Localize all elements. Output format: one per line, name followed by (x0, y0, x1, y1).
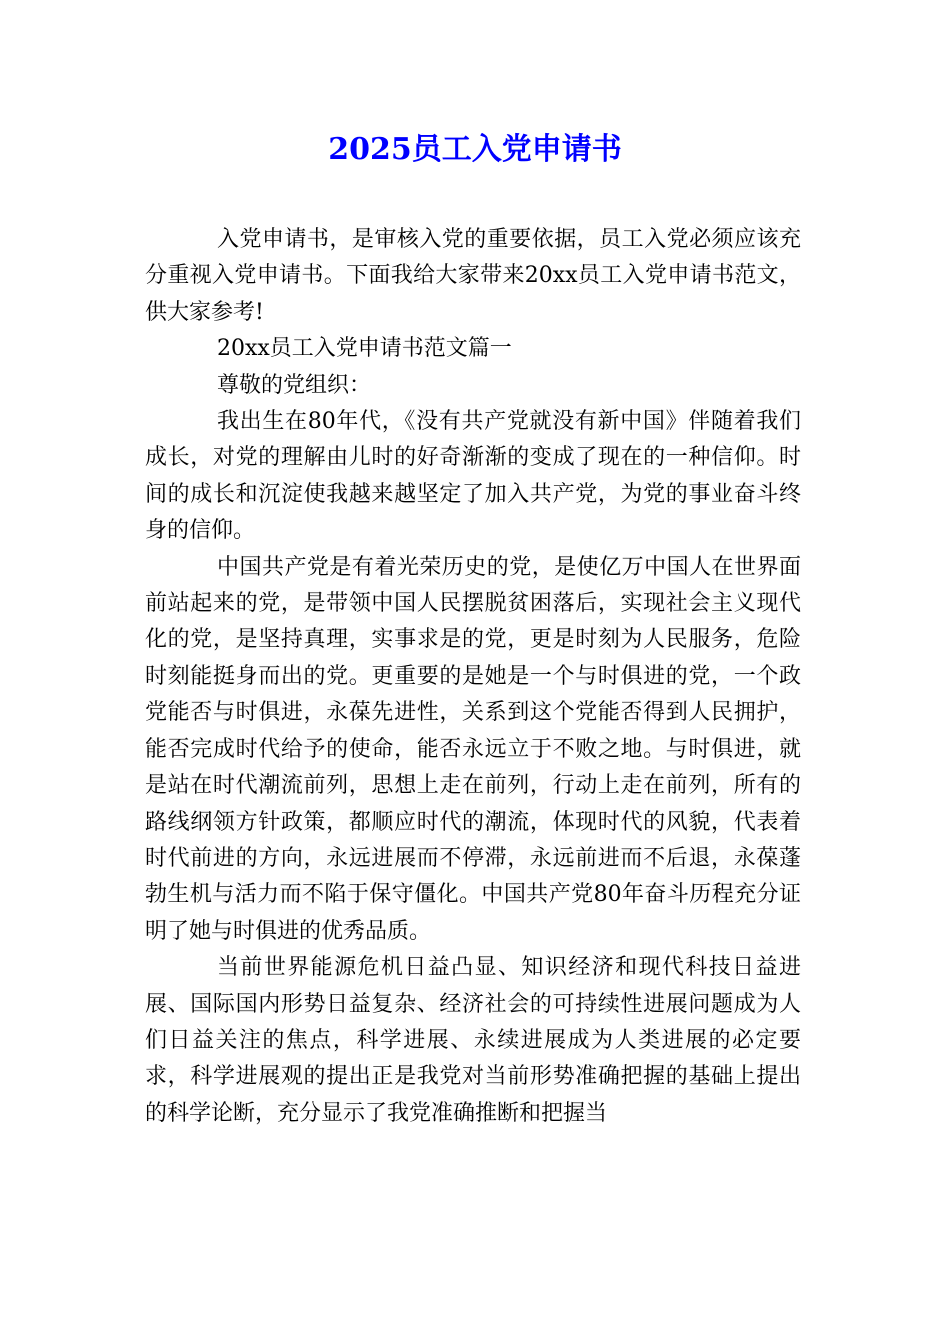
paragraph-body-1: 我出生在80年代，《没有共产党就没有新中国》伴随着我们成长，对党的理解由儿时的好奇渐渐的变成了现在的一种信仰。时间的成长和沉淀使我越来越坚定了加入共产党，为党的事业奋斗终身的信仰。 (145, 409, 801, 544)
paragraph-salutation: 尊敬的党组织： (217, 372, 372, 398)
paragraph-section-heading: 20xx员工入党申请书范文篇一 (217, 336, 512, 362)
document-body (145, 222, 801, 1132)
paragraph-intro: 入党申请书，是审核入党的重要依据，员工入党必须应该充分重视入党申请书。下面我给大家带来20xx员工入党申请书范文，供大家参考! (145, 227, 801, 325)
paragraph-body-2: 中国共产党是有着光荣历史的党，是使亿万中国人在世界面前站起来的党，是带领中国人民摆脱贫困落后，实现社会主义现代化的党，是坚持真理，实事求是的党，更是时刻为人民服务，危险时刻能挺身而出的党。更重要的是她是一个与时俱进的党，一个政党能否与时俱进，永葆先进性，关系到这个党能否得到人民拥护，能否完成时代给予的使命，能否永远立于不败之地。与时俱进，就是站在时代潮流前列，思想上走在前列，行动上走在前列，所有的路线纲领方针政策，都顺应时代的潮流，体现时代的风貌，代表着时代前进的方向，永远进展而不停滞，永远前进而不后退，永葆蓬勃生机与活力而不陷于保守僵化。中国共产党80年奋斗历程充分证明了她与时俱进的优秀品质。 (145, 554, 801, 944)
document-title: 2025员工入党申请书 (328, 132, 622, 167)
paragraph-body-3: 当前世界能源危机日益凸显、知识经济和现代科技日益进展、国际国内形势日益复杂、经济社会的可持续性进展问题成为人们日益关注的焦点，科学进展、永续进展成为人类进展的必定要求，科学进展观的提出正是我党对当前形势准确把握的基础上提出的科学论断，充分显示了我党准确推断和把握当 (145, 955, 801, 1126)
